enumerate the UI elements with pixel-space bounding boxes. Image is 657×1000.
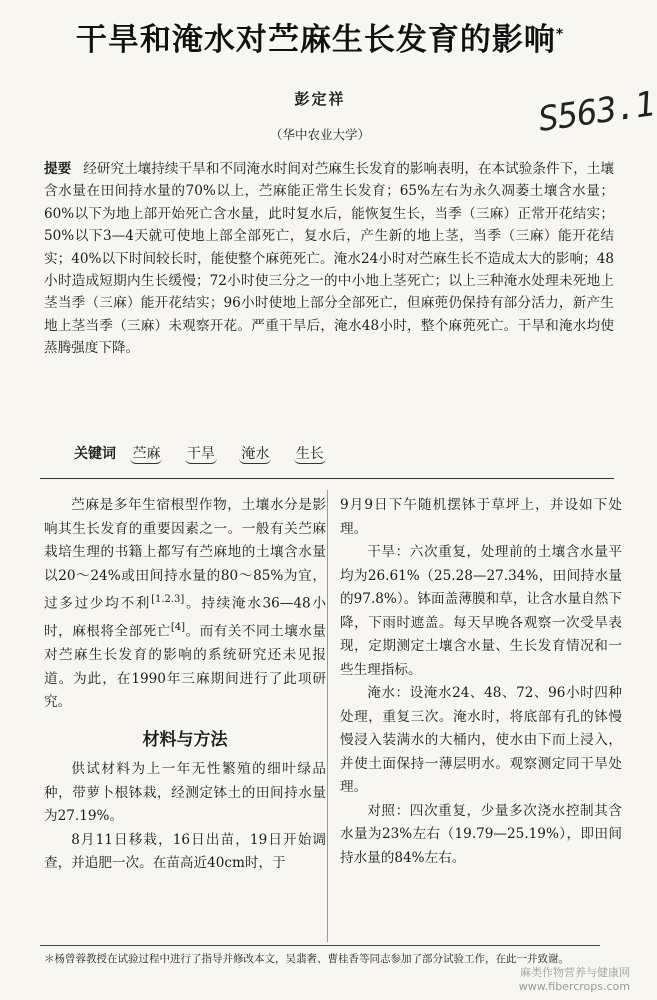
column-divider — [327, 490, 328, 942]
author-affiliation: （华中农业大学） — [269, 127, 370, 142]
methods-paragraph: 8月11日移栽，16日出苗，19日开始调查，并追肥一次。在苗高近40cm时，于 — [44, 831, 326, 872]
section-heading: 材料与方法 — [142, 729, 228, 750]
watermark — [519, 966, 630, 994]
citation: [4] — [170, 622, 186, 634]
abstract-label: 提要 — [44, 161, 72, 177]
citation: [1.2.3] — [151, 594, 185, 605]
footnote: ＊杨曾蓉教授在试验过程中进行了指导并修改本文，吴翡奢、曹桂香等同志参加了部分试验工作，在此一并致谢。 — [44, 953, 569, 965]
control-treatment-paragraph: 对照：四次重复，少量多次浇水控制其含水量为23%左右（19.79—25.19%），即田间持水量的84%左右。 — [340, 802, 622, 866]
watermark-site-name: 麻类作物营养与健康网 — [520, 966, 630, 979]
methods-paragraph: 供试材料为上一年无性繁殖的细叶绿品种，带萝卜根钵栽，经测定钵土的田间持水量为27.19%。 — [44, 761, 326, 825]
keywords — [74, 443, 344, 464]
body-left-column — [44, 494, 326, 876]
abstract — [44, 158, 614, 360]
section-divider — [40, 478, 614, 479]
paper-title: 干旱和淹水对苎麻生长发育的影响* — [75, 22, 565, 58]
author-name: 彭定祥 — [294, 90, 346, 108]
drought-treatment-paragraph: 干旱：六次重复，处理前的土壤含水量平均为26.61%（25.28—27.34%，田间持水量的97.8%）。钵面盖薄膜和草，让含水量自然下降，下雨时遮盖。每天早晚各观察一次受旱表现，定期测定土壤含水量、生长发育情况和一些生理指标。 — [340, 544, 622, 678]
footnote-divider — [40, 945, 600, 946]
flood-treatment-paragraph: 淹水：设淹水24、48、72、96小时四种处理，重复三次。淹水时，将底部有孔的钵慢慢浸入装满水的大桶内，使水由下而上浸入，并使土面保持一薄层明水。观察测定同干旱处理。 — [340, 685, 622, 795]
keyword-item: 苎麻 — [130, 443, 162, 464]
intro-paragraph: 苎麻是多年生宿根型作物，土壤水分是影响其生长发育的重要因素之一。一般有关苎麻栽培生理的书籍上都写有苎麻地的土壤含水量以20～24%或田间持水量的80～85%为宜，过多过少均不利[1.2.3]。持续淹水36—48小时，麻根将全部死亡[4]。而有关不同土壤水量对苎麻生长发育的影响的系统研究还未见报道。为此，在1990年三麻期间进行了此项研究。 — [44, 497, 327, 711]
keyword-item: 干旱 — [185, 443, 217, 464]
keyword-item: 淹水 — [239, 443, 271, 464]
watermark-url: www.fibercrops.com — [518, 980, 630, 993]
handwritten-call-number: S563.1 — [535, 84, 657, 140]
body-right-column — [340, 494, 622, 870]
methods-paragraph: 9月9日下午随机摆钵于草坪上，并设如下处理。 — [340, 497, 622, 537]
abstract-text: 经研究土壤持续干旱和不同淹水时间对苎麻生长发育的影响表明，在本试验条件下，土壤含水量在田间持水量的70%以上，苎麻能正常生长发育；65%左右为永久凋萎土壤含水量；60%以下为地上部开始死亡含水量，此时复水后，能恢复生长，当季（三麻）正常开花结实；50%以下3—4天就可使地上部全部死亡，复水后，产生新的地上茎，当季（三麻）能开花结实；40%以下时间较长时，能使整个麻蔸死亡。淹水24小时对苎麻生长不造成太大的影响；48小时造成短期内生长缓慢；72小时使三分之一的中小地上茎死亡；以上三种淹水处理未死地上茎当季（三麻）能开花结实；96小时使地上部分全部死亡，但麻蔸仍保持有部分活力，新产生地上茎当季（三麻）未观察开花。严重干旱后，淹水48小时，整个麻蔸死亡。干旱和淹水均使蒸腾强度下降。 — [44, 161, 615, 357]
title-footnote-mark: * — [555, 26, 565, 43]
keyword-item: 生长 — [294, 443, 326, 464]
keywords-label: 关键词 — [74, 446, 116, 462]
